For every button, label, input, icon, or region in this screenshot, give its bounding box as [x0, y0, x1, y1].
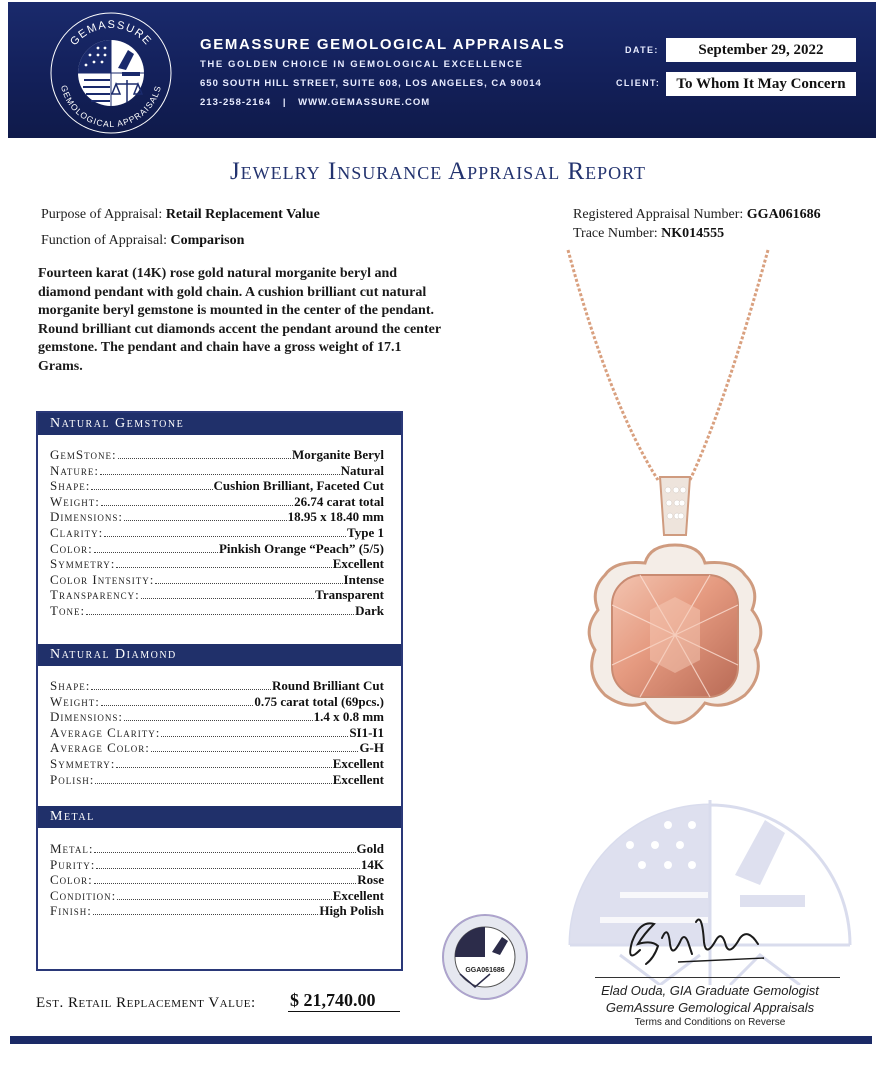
spec-row: [50, 478, 384, 494]
metal-section-header: Metal: [38, 806, 401, 828]
spec-row: [50, 509, 384, 525]
signer-name: Elad Ouda, GIA Graduate Gemologist: [601, 983, 819, 998]
company-name: GEMASSURE GEMOLOGICAL APPRAISALS: [200, 36, 566, 53]
function-label: Function of Appraisal:: [41, 233, 167, 248]
client-value: To Whom It May Concern: [666, 72, 856, 96]
hologram-seal-text: GGA061686: [465, 967, 505, 974]
spec-value: Excellent: [332, 755, 384, 771]
spec-label: Weight:: [50, 493, 100, 509]
spec-label: Average Clarity:: [50, 724, 161, 740]
estimate-label: Est. Retail Replacement Value:: [36, 995, 256, 1011]
letterhead-banner: [8, 2, 876, 138]
pendant-photo: [540, 245, 800, 735]
terms-note: Terms and Conditions on Reverse: [634, 1017, 786, 1028]
spec-row: [50, 678, 384, 694]
svg-text:GEMOLOGICAL APPRAISALS: GEMOLOGICAL APPRAISALS: [58, 84, 164, 130]
spec-label: Nature:: [50, 462, 99, 478]
metal-rows: [50, 841, 384, 919]
spec-row: [50, 903, 384, 919]
spec-row: [50, 694, 384, 710]
signature-line: [595, 977, 840, 978]
company-phone: 213-258-2164: [200, 97, 272, 108]
spec-value: Natural: [340, 462, 384, 478]
spec-value: 14K: [360, 856, 384, 872]
specifications-panel: [36, 411, 403, 971]
spec-label: Polish:: [50, 771, 95, 787]
trace-line: [573, 226, 724, 242]
spec-label: Symmetry:: [50, 755, 116, 771]
registration-label: Registered Appraisal Number:: [573, 207, 744, 222]
spec-label: Weight:: [50, 693, 100, 709]
company-website: WWW.GEMASSURE.COM: [298, 97, 431, 108]
spec-label: Condition:: [50, 887, 117, 903]
spec-value: Dark: [355, 602, 384, 618]
spec-value: 26.74 carat total: [294, 493, 384, 509]
date-value: September 29, 2022: [666, 38, 856, 62]
spec-row: [50, 725, 384, 741]
function-value: Comparison: [170, 233, 245, 248]
spec-row: [50, 888, 384, 904]
spec-row: [50, 603, 384, 619]
spec-row: [50, 756, 384, 772]
spec-value: Excellent: [332, 771, 384, 787]
purpose-value: Retail Replacement Value: [165, 207, 320, 222]
spec-label: Shape:: [50, 478, 91, 494]
spec-value: Transparent: [315, 587, 384, 603]
spec-value: Excellent: [332, 887, 384, 903]
spec-label: Dimensions:: [50, 709, 124, 725]
spec-value: Rose: [357, 872, 384, 888]
spec-row: [50, 740, 384, 756]
report-title: Jewelry Insurance Appraisal Report: [229, 158, 647, 185]
spec-value: Morganite Beryl: [291, 447, 384, 462]
estimate-value: $ 21,740.00: [288, 990, 400, 1012]
spec-value: Excellent: [332, 556, 384, 572]
spec-row: [50, 556, 384, 572]
spec-value: Type 1: [347, 524, 384, 540]
registration-value: GGA061686: [746, 207, 821, 222]
diamond-section-header: Natural Diamond: [38, 644, 401, 666]
spec-row: [50, 587, 384, 603]
spec-value: 1.4 x 0.8 mm: [313, 709, 384, 725]
spec-row: [50, 841, 384, 857]
gemassure-seal-icon: [48, 10, 174, 136]
diamond-rows: [50, 678, 384, 787]
company-tagline: THE GOLDEN CHOICE IN GEMOLOGICAL EXCELLENCE: [200, 59, 524, 70]
spec-value: G-H: [359, 740, 384, 756]
spec-row: [50, 463, 384, 479]
spec-label: Color:: [50, 872, 93, 888]
spec-label: Purity:: [50, 856, 96, 872]
spec-row: [50, 857, 384, 873]
spec-row: [50, 447, 384, 463]
company-contact: 213-258-2164 | WWW.GEMASSURE.COM: [200, 97, 431, 108]
spec-label: Color:: [50, 540, 93, 556]
company-address: 650 SOUTH HILL STREET, SUITE 608, LOS ANGELES, CA 90014: [200, 78, 542, 89]
item-description: Fourteen karat (14K) rose gold natural morganite beryl and diamond pendant with gold chain. A cushion brilliant cut natural morganite beryl gemstone is mounted in the center of the pendant. Round brilliant cut diamonds accent the pendant around the center gemstone. The pendant and chain have a gross weight of 17.1 Grams.: [38, 266, 441, 374]
spec-label: Tone:: [50, 602, 86, 618]
spec-label: Average Color:: [50, 740, 150, 756]
spec-row: [50, 772, 384, 788]
trace-value: NK014555: [661, 226, 725, 241]
spec-label: Transparency:: [50, 587, 140, 603]
spec-label: Clarity:: [50, 524, 104, 540]
spec-value: Round Brilliant Cut: [272, 678, 384, 693]
spec-row: [50, 494, 384, 510]
spec-value: Cushion Brilliant, Faceted Cut: [213, 478, 384, 494]
spec-value: Pinkish Orange “Peach” (5/5): [218, 540, 384, 556]
hologram-seal-icon: [440, 912, 530, 1002]
gemstone-section-header: Natural Gemstone: [38, 413, 401, 435]
spec-value: Gold: [356, 841, 384, 856]
spec-label: Dimensions:: [50, 509, 124, 525]
spec-row: [50, 709, 384, 725]
purpose-line: [41, 207, 320, 223]
spec-label: GemStone:: [50, 447, 117, 462]
spec-label: Color Intensity:: [50, 571, 155, 587]
purpose-label: Purpose of Appraisal:: [41, 207, 163, 222]
spec-value: 0.75 carat total (69pcs.): [254, 693, 384, 709]
spec-value: 18.95 x 18.40 mm: [287, 509, 384, 525]
client-label: CLIENT:: [616, 78, 661, 88]
spec-value: Intense: [343, 571, 384, 587]
spec-value: High Polish: [319, 903, 384, 919]
spec-label: Symmetry:: [50, 556, 116, 572]
signature-graphic: [618, 902, 768, 974]
spec-label: Metal:: [50, 841, 94, 856]
trace-label: Trace Number:: [573, 226, 658, 241]
function-line: [41, 233, 244, 249]
gemstone-rows: [50, 447, 384, 619]
spec-row: [50, 525, 384, 541]
footer-bar: [10, 1036, 872, 1044]
spec-row: [50, 572, 384, 588]
registration-line: [573, 207, 821, 223]
spec-label: Finish:: [50, 903, 92, 919]
signer-company: GemAssure Gemological Appraisals: [605, 1000, 815, 1015]
spec-row: [50, 541, 384, 557]
spec-value: SI1-I1: [349, 724, 384, 740]
svg-text:GEMASSURE: GEMASSURE: [68, 18, 154, 49]
date-label: DATE:: [625, 45, 659, 55]
spec-row: [50, 872, 384, 888]
spec-label: Shape:: [50, 678, 91, 693]
